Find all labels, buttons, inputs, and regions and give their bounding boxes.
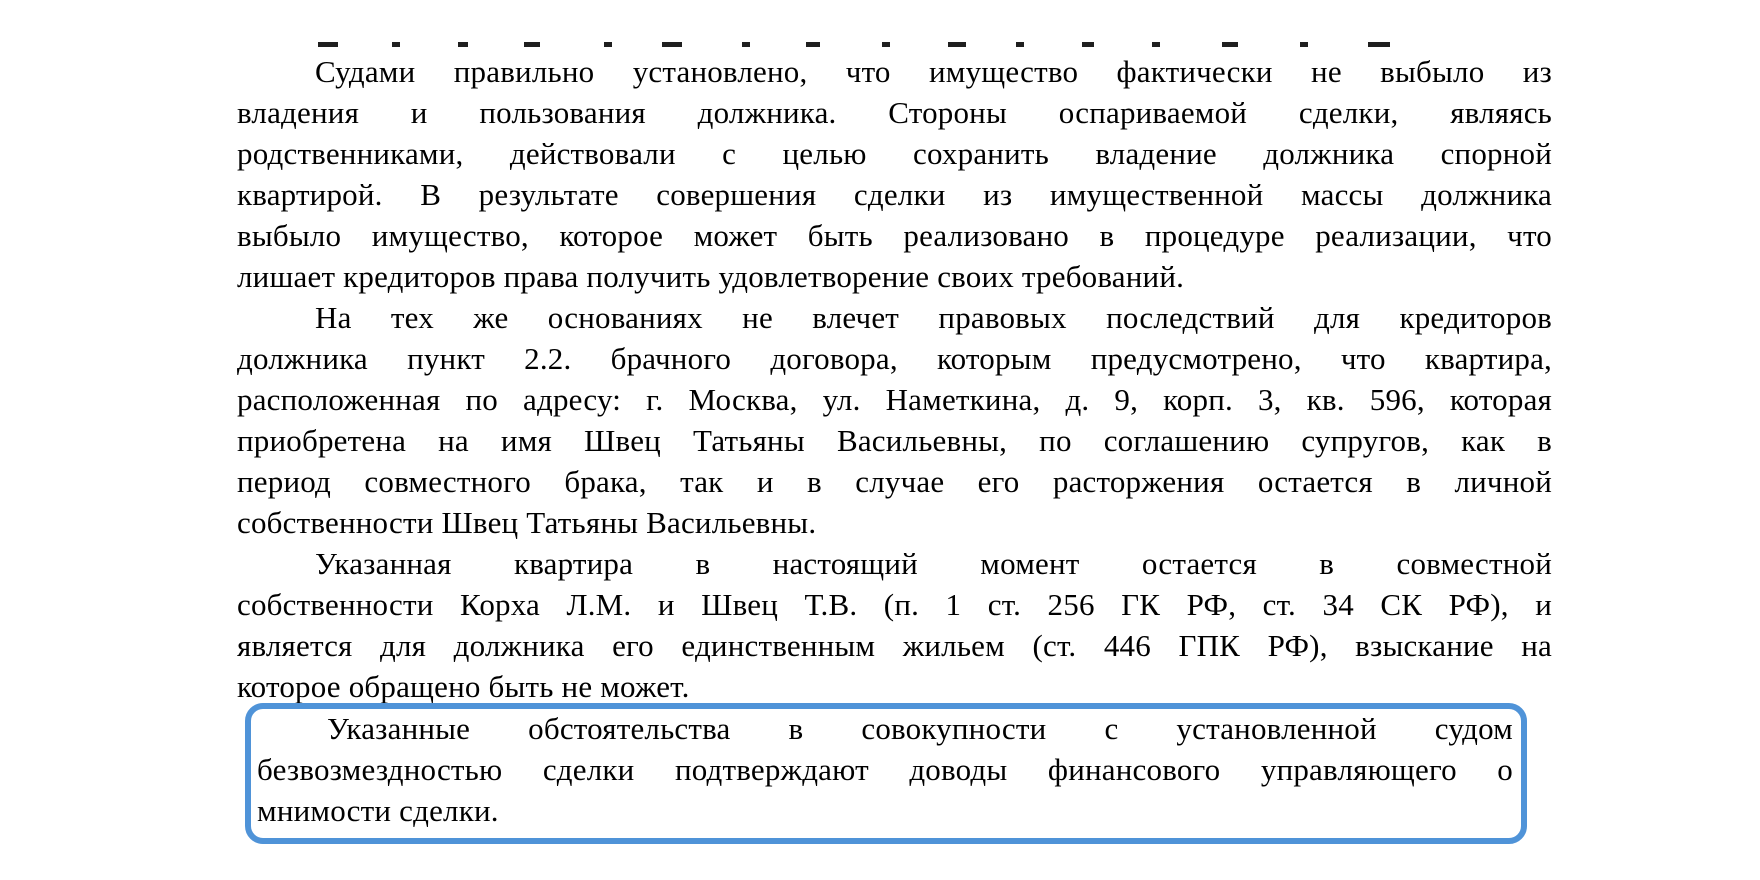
text-line: Указанные обстоятельства в совокупности с установленной судом bbox=[327, 711, 1513, 746]
text-line: родственниками, действовали с целью сохранить владение должника спорной bbox=[237, 136, 1552, 171]
text-line: выбыло имущество, которое может быть реализовано в процедуре реализации, что bbox=[237, 218, 1552, 253]
text-line: владения и пользования должника. Стороны оспариваемой сделки, являясь bbox=[237, 95, 1552, 130]
text-line: мнимости сделки. bbox=[257, 793, 499, 828]
text-line: расположенная по адресу: г. Москва, ул. Наметкина, д. 9, корп. 3, кв. 596, которая bbox=[237, 382, 1552, 417]
text-line: должника пункт 2.2. брачного договора, которым предусмотрено, что квартира, bbox=[237, 341, 1552, 376]
paragraph bbox=[237, 297, 1552, 543]
text-line: является для должника его единственным жильем (ст. 446 ГПК РФ), взыскание на bbox=[237, 628, 1552, 663]
paragraph bbox=[237, 543, 1552, 707]
text-line: Указанная квартира в настоящий момент остается в совместной bbox=[315, 546, 1552, 581]
text-line: собственности Швец Татьяны Васильевны. bbox=[237, 505, 817, 540]
text-line: Судами правильно установлено, что имущество фактически не выбыло из bbox=[315, 54, 1552, 89]
text-line: На тех же основаниях не влечет правовых последствий для кредиторов bbox=[315, 300, 1552, 335]
text-line: лишает кредиторов права получить удовлетворение своих требований. bbox=[237, 259, 1185, 294]
text-line: которое обращено быть не может. bbox=[237, 669, 690, 704]
text-line: период совместного брака, так и в случае его расторжения остается в личной bbox=[237, 464, 1552, 499]
text-line: безвозмездностью сделки подтверждают доводы финансового управляющего о bbox=[257, 752, 1513, 787]
text-line: квартирой. В результате совершения сделки из имущественной массы должника bbox=[237, 177, 1552, 212]
text-block bbox=[237, 51, 1552, 707]
text-line: приобретена на имя Швец Татьяны Васильевны, по соглашению супругов, как в bbox=[237, 423, 1552, 458]
paragraph bbox=[237, 51, 1552, 297]
highlighted-paragraph bbox=[257, 708, 1513, 831]
text-line: собственности Корха Л.М. и Швец Т.В. (п. 1 ст. 256 ГК РФ, ст. 34 СК РФ), и bbox=[237, 587, 1552, 622]
